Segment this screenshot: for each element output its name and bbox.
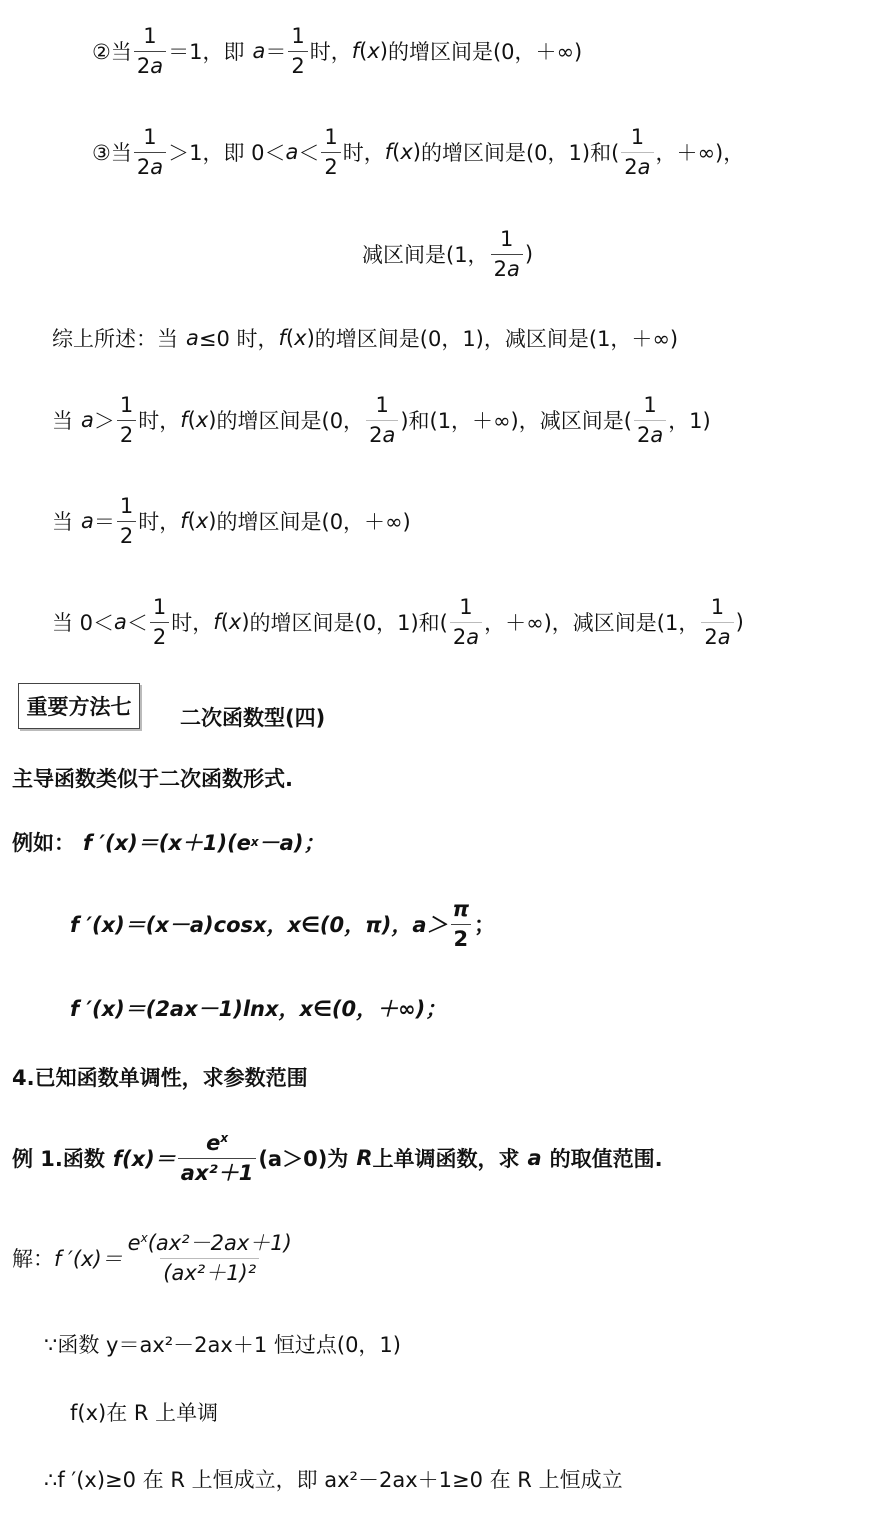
summary-l1-cond: ≤0 时，	[198, 327, 279, 351]
case3-rest1: 的增区间是(0，1)和(	[420, 141, 620, 165]
example-label: 例如：	[12, 831, 75, 855]
set-R: R	[356, 1146, 373, 1170]
frac-1-over-2: $\frac{1}{2}$	[150, 597, 169, 648]
case3-dec-end: )	[524, 242, 534, 266]
example1-rest: 上单调函数，求	[372, 1147, 520, 1171]
method-title: 二次函数型(四)	[180, 706, 326, 730]
case3-prefix: ③当	[92, 141, 132, 165]
solution-label: 解：	[12, 1247, 54, 1271]
var-x: x	[228, 610, 242, 634]
frac-1-over-2: $\frac{1}{2}$	[117, 496, 136, 547]
frac-1-over-2a: $\frac{1}{2a}$	[366, 395, 398, 446]
frac-pi-over-2: $\frac{\pi}{2}$	[452, 896, 470, 951]
case3-rest2: ，＋∞)，	[655, 141, 745, 165]
example-2-expr: f ′(x)＝(x－a)cosx，x∈(0，π)，a＞	[70, 913, 448, 937]
func-f: f	[384, 140, 393, 164]
var-a: a	[81, 509, 94, 533]
frac-ex-over-ax2p1: $\frac{e^x}{\text{ax²＋1}}$	[178, 1133, 257, 1184]
section4-title: 4.已知函数单调性，求参数范围	[12, 1066, 308, 1090]
summary-l2-rest2: )和(1，＋∞)，减区间是(	[400, 409, 632, 433]
solution-fprime: f ′(x)＝	[54, 1247, 123, 1271]
example1-cond: (a＞0)为	[258, 1147, 349, 1171]
summary-l4-rest2: ，＋∞)，减区间是(1，	[484, 611, 700, 635]
summary-l1-prefix: 综上所述：当	[52, 327, 178, 351]
example-line3	[70, 972, 446, 1044]
frac-1-over-2a: $\frac{1}{2a}$	[450, 597, 482, 648]
case2-eq: ＝1，即	[168, 40, 245, 64]
summary-line2: 当 a ＞ $\frac{1}{2}$ 时， f ( x ) 的增区间是(0， $\frac{1}{2a}$ )和(1，＋∞)，减区间是( $\frac{1}{2a}$ ，1)	[52, 392, 711, 447]
var-a: a	[114, 610, 127, 634]
summary-l2-tail: 时，	[138, 409, 181, 433]
summary-l2-rest3: ，1)	[668, 409, 711, 433]
summary-line4: 当 0＜ a ＜ $\frac{1}{2}$ 时， f ( x ) 的增区间是(0，1)和( $\frac{1}{2a}$ ，＋∞)，减区间是(1， $\frac{1}{2a}$ )	[52, 594, 744, 649]
example-1-expr: f ′(x)＝(x＋1)(e	[83, 831, 251, 855]
example1-rest2: 的取值范围.	[549, 1147, 663, 1171]
example-1-end: －a)；	[258, 831, 325, 855]
summary-line3: 当 a ＝ $\frac{1}{2}$ 时， f ( x ) 的增区间是(0，＋∞)	[52, 493, 411, 548]
var-a: a	[252, 39, 266, 63]
frac-1-over-2a: $\frac{1}{2a}$	[134, 127, 166, 178]
example-line1: 例如： f ′(x)＝(x＋1)(e x －a)；	[12, 806, 324, 878]
case2-prefix: ②当	[92, 40, 132, 64]
solution-line3: f(x)在 R 上单调	[70, 1401, 219, 1425]
var-x: x	[195, 509, 209, 533]
frac-1-over-2a: $\frac{1}{2a}$	[634, 395, 666, 446]
summary-l3-tail: 时，	[138, 510, 181, 534]
func-f: f	[278, 326, 286, 350]
example-3-expr: f ′(x)＝(2ax－1)lnx，x∈(0，＋∞)；	[70, 997, 447, 1021]
func-f: f	[180, 408, 188, 432]
summary-l2-rest1: 的增区间是(0，	[216, 409, 365, 433]
summary-l4-prefix: 当 0＜	[52, 611, 115, 635]
var-a: a	[527, 1146, 542, 1170]
var-a: a	[186, 326, 199, 350]
frac-1-over-2: $\frac{1}{2}$	[321, 127, 340, 178]
var-a: a	[81, 408, 94, 432]
frac-1-over-2: $\frac{1}{2}$	[117, 395, 136, 446]
var-x: x	[294, 326, 307, 350]
summary-line1: 综上所述：当 a ≤0 时， f ( x ) 的增区间是(0，1)，减区间是(1，＋∞)	[52, 302, 678, 374]
gt-sign: ＞	[93, 409, 115, 433]
summary-l3-prefix: 当	[52, 510, 73, 534]
case3-tail: 时，	[342, 141, 385, 165]
frac-1-over-2a: $\frac{1}{2a}$	[621, 127, 653, 178]
example-2-end: ；	[474, 913, 496, 937]
var-x: x	[400, 140, 413, 164]
func-f: f	[351, 39, 360, 63]
case3-dec-line	[362, 218, 533, 290]
case3-dec: 减区间是(1，	[362, 243, 489, 267]
frac-1-over-2a: $\frac{1}{2a}$	[134, 26, 166, 77]
lt-sign: ＜	[126, 611, 148, 635]
case2-line: ②当 $\frac{1}{2a}$ ＝1，即 a ＝ $\frac{1}{2}$ 时， f ( x ) 的增区间是(0，＋∞)	[92, 23, 583, 78]
func-f: f	[213, 610, 221, 634]
example1-line	[12, 1122, 663, 1194]
frac-1-over-2a: $\frac{1}{2a}$	[701, 597, 733, 648]
method-desc: 主导函数类似于二次函数形式.	[12, 767, 293, 791]
func-f: f	[180, 509, 188, 533]
frac-1-over-2: $\frac{1}{2}$	[288, 26, 307, 77]
var-x: x	[195, 408, 209, 432]
example1-fx: f(x)＝	[112, 1147, 176, 1171]
lt-sign: ＜	[298, 141, 320, 165]
summary-l3-rest: 的增区间是(0，＋∞)	[216, 510, 411, 534]
example-line2	[70, 888, 495, 960]
case3-line: ③当 $\frac{1}{2a}$ ＞1，即 0＜ a ＜ $\frac{1}{2}$ 时， f ( x ) 的增区间是(0，1)和( $\frac{1}{2a}$ ，＋∞)，	[92, 124, 745, 179]
case2-tail: 时，	[309, 40, 352, 64]
solution-line2: ∵函数 y＝ax²－2ax＋1 恒过点(0，1)	[44, 1333, 401, 1357]
case3-gt: ＞1，即 0＜	[168, 141, 286, 165]
frac-derivative: $\frac{e^x(ax^2-2ax+1)}{\text{(ax²＋1)²}}$	[127, 1230, 292, 1285]
example1-label: 例 1.函数	[12, 1147, 105, 1171]
summary-l4-tail: 时，	[171, 611, 214, 635]
summary-l1-rest: 的增区间是(0，1)，减区间是(1，＋∞)	[314, 327, 679, 351]
var-x: x	[367, 39, 380, 63]
method-box-label: 重要方法七	[18, 683, 140, 729]
frac-1-over-2a: $\frac{1}{2a}$	[491, 229, 523, 280]
solution-line1	[12, 1222, 297, 1294]
solution-line4: ∴f ′(x)≥0 在 R 上恒成立，即 ax²－2ax＋1≥0 在 R 上恒成立	[44, 1468, 623, 1492]
case2-rest: 的增区间是(0，＋∞)	[387, 40, 583, 64]
summary-l4-rest3: )	[735, 610, 744, 634]
eq-sign: ＝	[265, 40, 287, 64]
var-a: a	[285, 140, 299, 164]
summary-l4-rest1: 的增区间是(0，1)和(	[249, 611, 448, 635]
summary-l2-prefix: 当	[52, 409, 73, 433]
eq-sign: ＝	[93, 510, 115, 534]
